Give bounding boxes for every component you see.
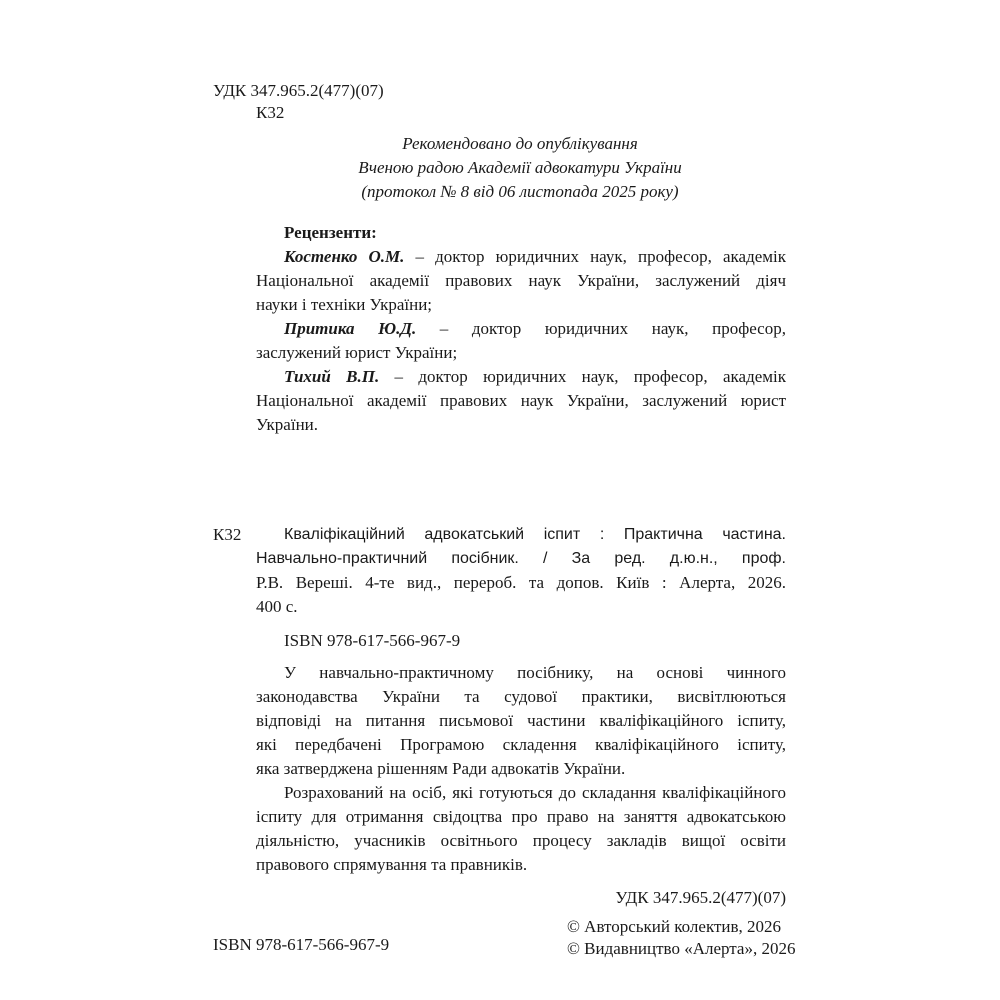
annotation-p2-line-2: іспиту для отримання свідоцтва про право на заняття адвокатською <box>256 807 786 826</box>
isbn-bottom: ISBN 978-617-566-967-9 <box>213 935 390 954</box>
reviewer-2-line-2: заслужений юрист України; <box>256 343 458 362</box>
bib-code: К32 <box>213 525 242 544</box>
bib-line-4: 400 с. <box>256 597 298 616</box>
annotation-p2-line-1: Розрахований на осіб, які готуються до складання кваліфікаційного <box>284 783 786 802</box>
reviewer-3-name: Тихий В.П. <box>284 367 380 386</box>
bib-line-2: Навчально-практичний посібник. / За ред. д.ю.н., проф. <box>256 550 786 567</box>
annotation-p1-line-5: яка затверджена рішенням Ради адвокатів України. <box>256 759 626 778</box>
reviewer-3-line-3: України. <box>256 415 319 434</box>
udk-bottom: УДК 347.965.2(477)(07) <box>615 888 786 907</box>
reviewer-1-line-1 <box>256 246 786 268</box>
copyright-line-1: © Авторський колектив, 2026 <box>567 917 782 936</box>
reviewer-1-line-3: науки і техніки України; <box>256 295 433 314</box>
copyright-line-2: © Видавництво «Алерта», 2026 <box>567 939 796 958</box>
reviewer-2-line-1 <box>256 318 786 340</box>
reviewer-1-line-2: Національної академії правових наук України, заслужений діяч <box>256 271 786 290</box>
reviewer-3-desc-1: – доктор юридичних наук, професор, академік <box>379 367 787 386</box>
annotation-p2-line-4: правового спрямування та правників. <box>256 855 528 874</box>
reviewer-2-desc-1: – доктор юридичних наук, професор, <box>416 319 786 338</box>
bib-line-1: Кваліфікаційний адвокатський іспит : Практична частина. <box>284 526 786 543</box>
reviewer-1-name: Костенко О.М. <box>284 247 405 266</box>
bib-line-3: Р.В. Вереші. 4-те вид., перероб. та допов. Київ : Алерта, 2026. <box>256 573 786 592</box>
annotation-p1-line-3: відповіді на питання письмової частини кваліфікаційного іспиту, <box>256 711 786 730</box>
annotation-p1-line-1: У навчально-практичному посібнику, на основі чинного <box>284 663 786 682</box>
code-top: К32 <box>256 103 285 122</box>
recommended-line-3: (протокол № 8 від 06 листопада 2025 року) <box>361 182 679 201</box>
reviewer-1-desc-1: – доктор юридичних наук, професор, академік <box>404 247 787 266</box>
reviewer-3-line-2: Національної академії правових наук України, заслужений юрист <box>256 391 786 410</box>
isbn-mid: ISBN 978-617-566-967-9 <box>284 631 461 650</box>
recommendation-block <box>300 132 740 204</box>
reviewer-3-line-1 <box>256 366 786 388</box>
recommended-line-2: Вченою радою Академії адвокатури України <box>358 158 682 177</box>
copyright-block <box>567 916 795 960</box>
annotation-p2-line-3: діяльністю, учасників освітнього процесу закладів вищої освіти <box>256 831 786 850</box>
annotation-p1-line-2: законодавства України та судової практики, висвітлюються <box>256 687 786 706</box>
recommended-line-1: Рекомендовано до опублікування <box>402 134 638 153</box>
udk-top: УДК 347.965.2(477)(07) <box>213 81 384 100</box>
annotation-p1-line-4: які передбачені Програмою складення кваліфікаційного іспиту, <box>256 735 786 754</box>
reviewers-heading: Рецензенти: <box>284 223 377 242</box>
reviewer-2-name: Притика Ю.Д. <box>284 319 417 338</box>
